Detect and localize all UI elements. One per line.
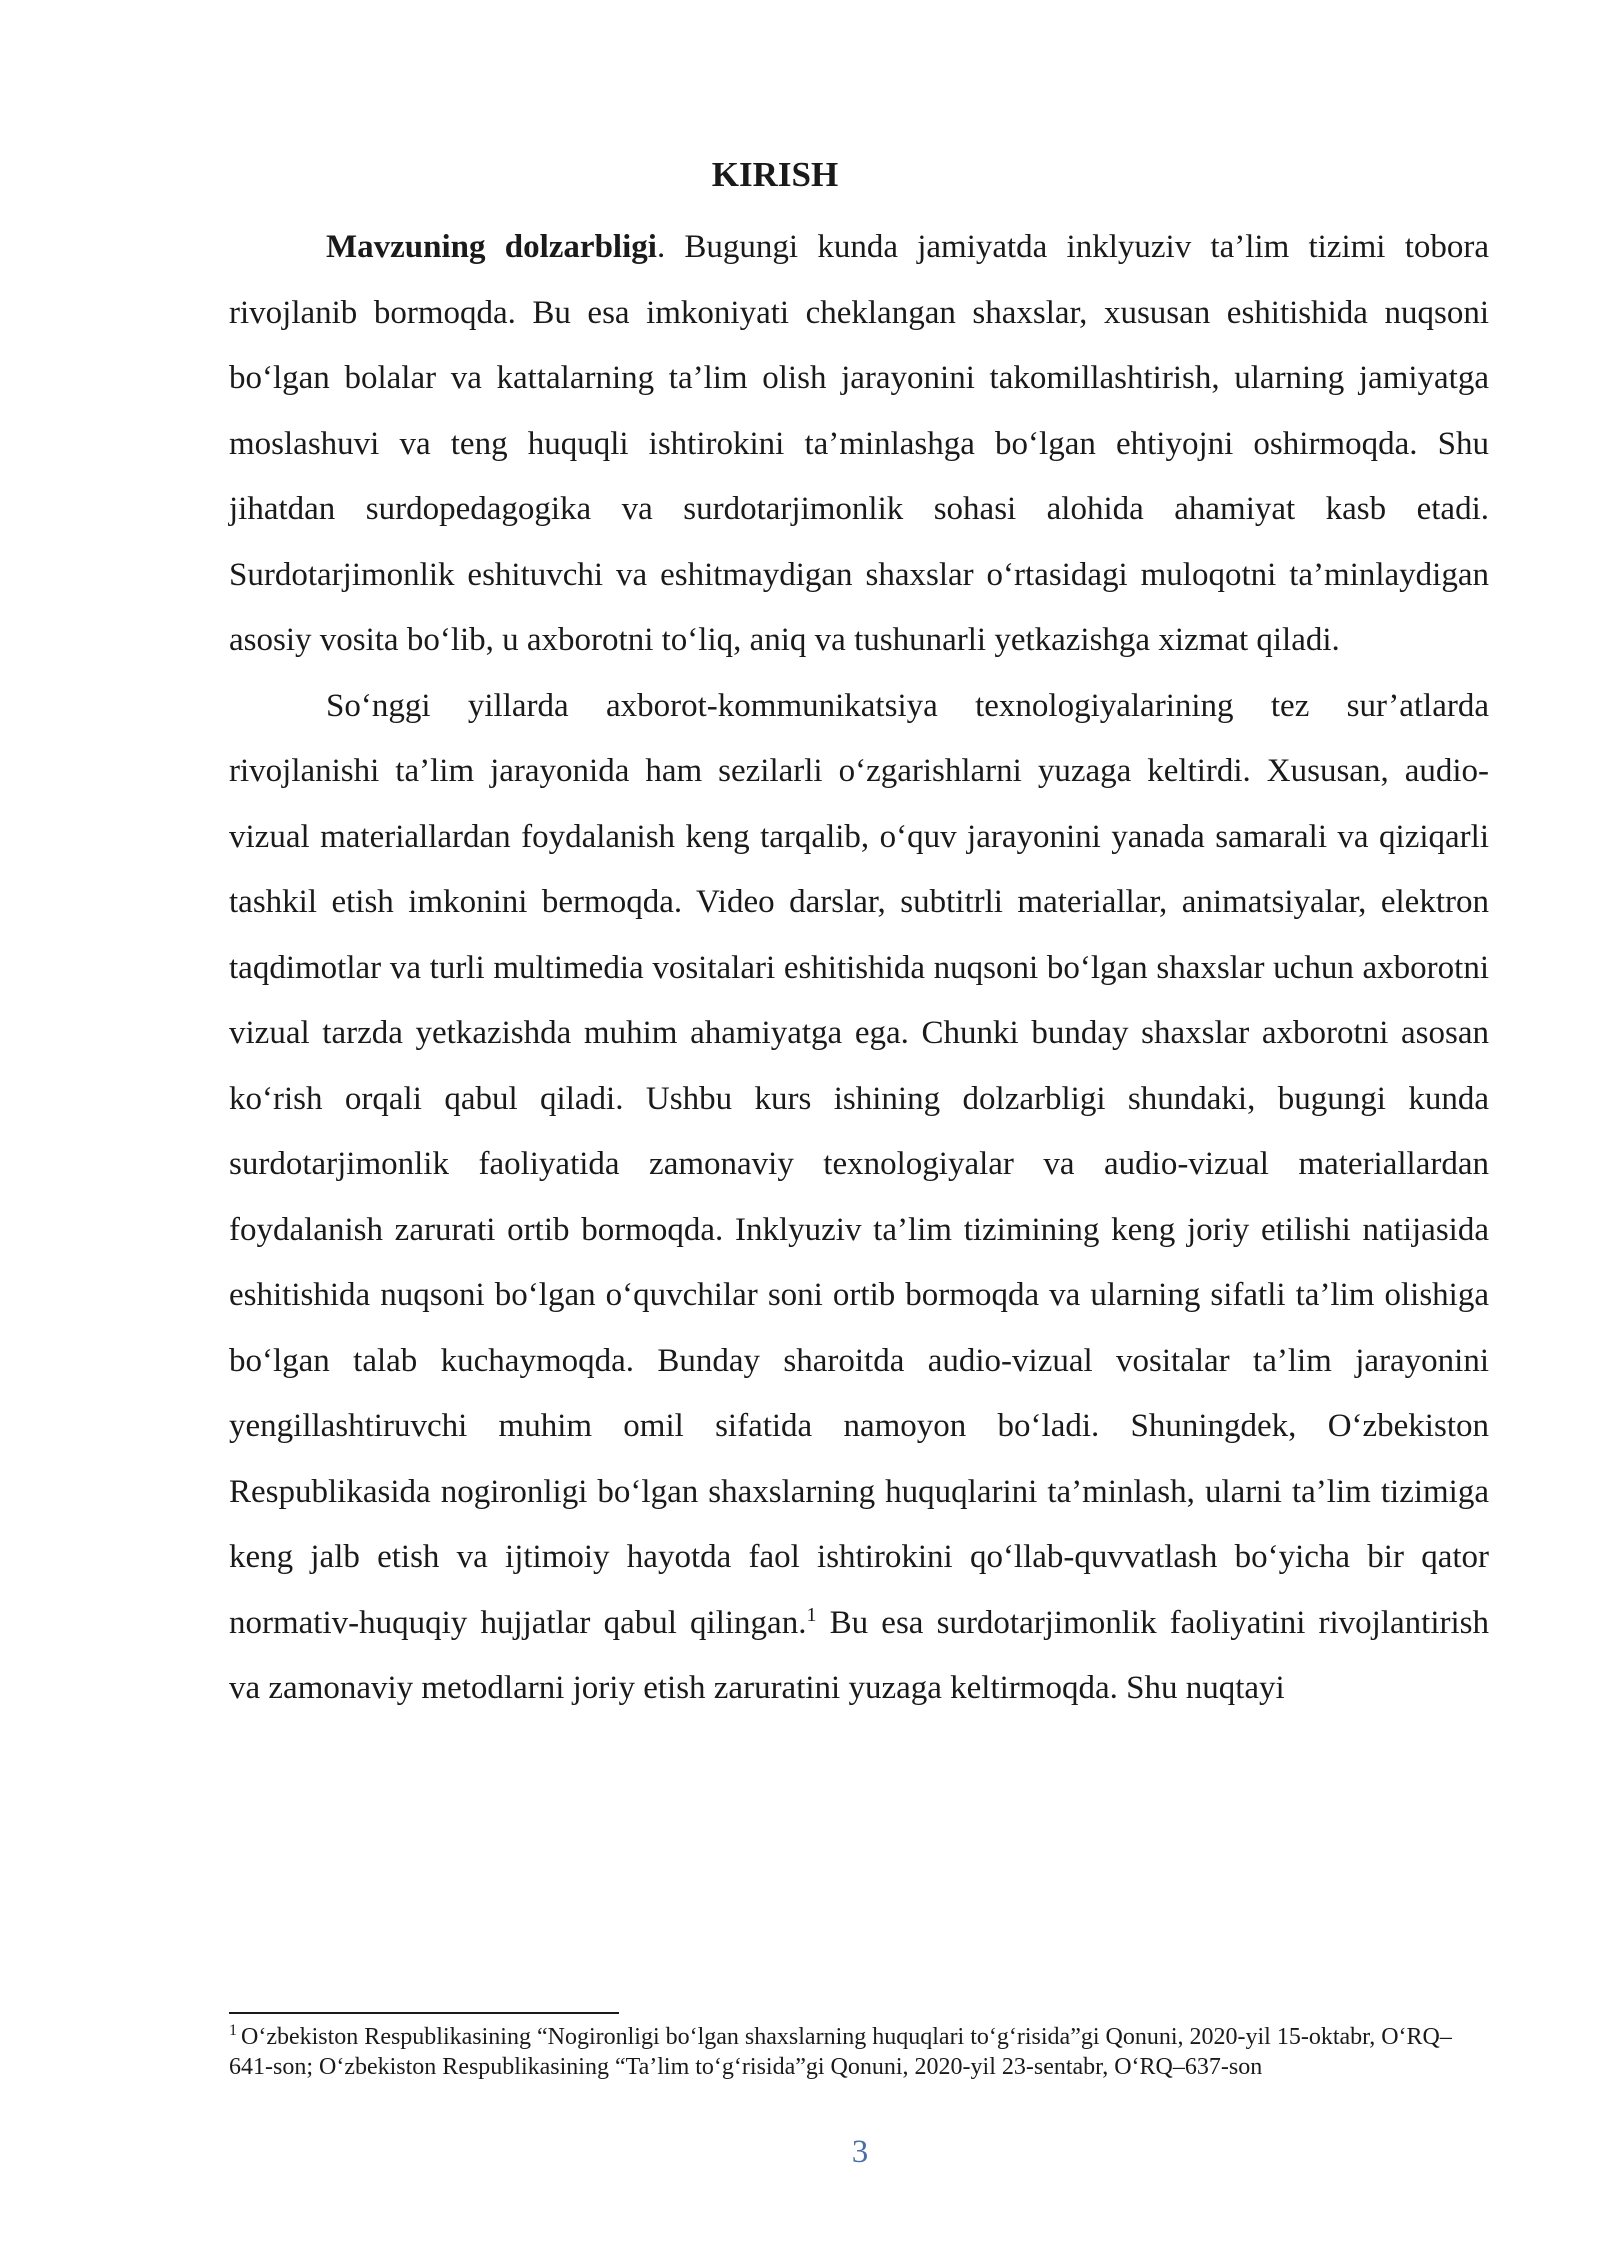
footnote-separator: [229, 2012, 619, 2014]
paragraph-relevance: [229, 215, 1489, 674]
paragraph-technology: [229, 674, 1489, 1722]
page-number: 3: [851, 2134, 869, 2170]
body-text: [229, 215, 1489, 1722]
footnote: [229, 2022, 1489, 2082]
paragraph-lead: Mavzuning dolzarbligi: [326, 229, 657, 265]
footnote-text: O‘zbekiston Respublikasining “Nogironligi bo‘lgan shaxslarning huquqlari to‘g‘risida”gi Qonuni, 2020-yil 15-oktabr, O‘RQ–641-son; O‘zbekiston Respublikasining “Ta’lim to‘g‘risida”gi Qonuni, 2020-yil 23-sentabr, O‘RQ–637-son: [229, 2024, 1452, 2080]
footnote-reference[interactable]: 1: [806, 1603, 817, 1626]
footnote-number: 1: [229, 2022, 237, 2039]
paragraph-text-after-ref: Bu esa surdotarjimonlik faoliyatini rivojlantirish va zamonaviy metodlarni joriy etish zaruratini yuzaga keltirmoqda. Shu nuqtayi: [229, 1604, 1489, 1706]
paragraph-text-before-ref: So‘nggi yillarda axborot-kommunikatsiya texnologiyalarining tez sur’atlarda rivojlanishi ta’lim jarayonida ham sezilarli o‘zgarishlarni yuzaga keltirdi. Xususan, audio-vizual materiallardan foydalanish keng tarqalib, o‘quv jarayonini yanada samarali va qiziqarli tashkil etish imkonini bermoqda. Video darslar, subtitrli materiallar, animatsiyalar, elektron taqdimotlar va turli multimedia vositalari eshitishida nuqsoni bo‘lgan shaxslar uchun axborotni vizual tarzda yetkazishda muhim ahamiyatga ega. Chunki bunday shaxslar axborotni asosan ko‘rish orqali qabul qiladi. Ushbu kurs ishining dolzarbligi shundaki, bugungi kunda surdotarjimonlik faoliyatida zamonaviy texnologiyalar va audio-vizual materiallardan foydalanish zarurati ortib bormoqda. Inklyuziv ta’lim tizimining keng joriy etilishi natijasida eshitishida nuqsoni bo‘lgan o‘quvchilar soni ortib bormoqda va ularning sifatli ta’lim olishiga bo‘lgan talab kuchaymoqda. Bunday sharoitda audio-vizual vositalar ta’lim jarayonini yengillashtiruvchi muhim omil sifatida namoyon bo‘ladi. Shuningdek, O‘zbekiston Respublikasida nogironligi bo‘lgan shaxslarning huquqlarini ta’minlash, ularni ta’lim tizimiga keng jalb etish va ijtimoiy hayotda faol ishtirokini qo‘llab-quvvatlash bo‘yicha bir qator normativ-huquqiy hujjatlar qabul qilingan.: [229, 687, 1489, 1641]
paragraph-text: . Bugungi kunda jamiyatda inklyuziv ta’lim tizimi tobora rivojlanib bormoqda. Bu esa imkoniyati cheklangan shaxslar, xususan eshitishida nuqsoni bo‘lgan bolalar va kattalarning ta’lim olish jarayonini takomillashtirish, ularning jamiyatga moslashuvi va teng huquqli ishtirokini ta’minlashga bo‘lgan ehtiyojni oshirmoqda. Shu jihatdan surdopedagogika va surdotarjimonlik sohasi alohida ahamiyat kasb etadi. Surdotarjimonlik eshituvchi va eshitmaydigan shaxslar o‘rtasidagi muloqotni ta’minlaydigan asosiy vosita bo‘lib, u axborotni to‘liq, aniq va tushunarli yetkazishga xizmat qiladi.: [229, 229, 1489, 658]
section-title: KIRISH: [711, 155, 839, 194]
